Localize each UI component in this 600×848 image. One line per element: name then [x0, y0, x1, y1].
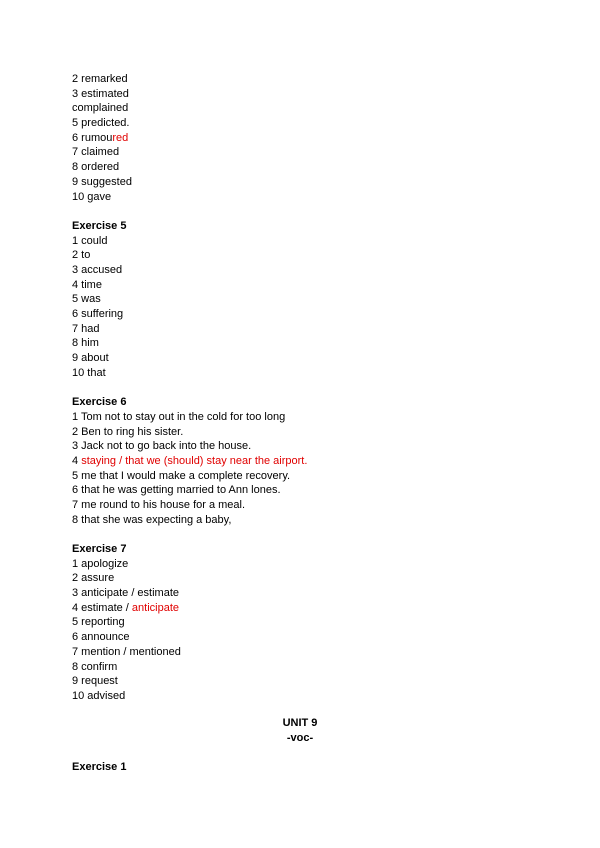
exercise-7-heading: Exercise 7 — [72, 543, 127, 555]
answer-2: 2 to — [72, 249, 91, 262]
exercise-7 — [72, 542, 532, 704]
answer-7: 7 mention / mentioned — [72, 645, 181, 658]
answer-7: 7 claimed — [72, 146, 120, 159]
answer-1: 1 could — [72, 234, 108, 247]
answer-10: 10 gave — [72, 190, 112, 203]
unit-title: UNIT 9 — [282, 717, 318, 729]
answer-2: 2 remarked — [72, 73, 128, 85]
answer-3: 3 accused — [72, 263, 123, 276]
answer-8: 8 that she was expecting a baby, — [72, 513, 232, 526]
answer-4-highlight: anticipate — [131, 601, 180, 614]
answer-6-text: 6 rumou — [72, 131, 113, 144]
answer-4 — [72, 601, 532, 616]
answer-6-highlight: red — [112, 131, 129, 144]
answer-9: 9 request — [72, 675, 118, 688]
answer-7: 7 me round to his house for a meal. — [72, 498, 246, 511]
exercise-4-answers — [72, 72, 532, 204]
answer-key — [72, 72, 532, 704]
answer-8: 8 him — [72, 337, 99, 350]
answer-10: 10 advised — [72, 689, 126, 702]
answer-6: 6 announce — [72, 631, 130, 644]
answer-5: 5 me that I would make a complete recovery. — [72, 469, 291, 482]
answer-6: 6 that he was getting married to Ann lones. — [72, 484, 281, 497]
spacer — [72, 204, 532, 219]
answer-10: 10 that — [72, 366, 106, 379]
answer-1: 1 apologize — [72, 557, 129, 570]
exercise-6 — [72, 395, 532, 527]
exercise-6-heading: Exercise 6 — [72, 396, 127, 409]
answer-9: 9 about — [72, 352, 109, 365]
answer-6 — [72, 131, 532, 146]
answer-1: 1 Tom not to stay out in the cold for too long — [72, 410, 286, 423]
answer-2: 2 Ben to ring his sister. — [72, 425, 184, 438]
answer-9: 9 suggested — [72, 175, 132, 188]
spacer — [72, 527, 532, 542]
answer-7: 7 had — [72, 322, 100, 335]
exercise-1-heading: Exercise 1 — [72, 761, 127, 773]
unit-subtitle: -voc- — [286, 732, 314, 744]
answer-3: 3 anticipate / estimate — [72, 587, 180, 600]
answer-4-highlight: staying / that we (should) stay near the airport. — [81, 454, 308, 467]
exercise-5 — [72, 219, 532, 381]
answer-4: complained — [72, 102, 129, 115]
answer-6: 6 suffering — [72, 308, 124, 320]
spacer — [72, 380, 532, 395]
answer-3: 3 Jack not to go back into the house. — [72, 440, 252, 453]
answer-3: 3 estimated — [72, 87, 129, 100]
answer-5: 5 reporting — [72, 616, 125, 629]
answer-8: 8 confirm — [72, 660, 118, 673]
exercise-5-heading: Exercise 5 — [72, 219, 127, 232]
answer-4-text: 4 estimate / — [72, 601, 132, 614]
answer-4 — [72, 454, 532, 469]
answer-5: 5 was — [72, 293, 101, 306]
answer-2: 2 assure — [72, 572, 115, 585]
answer-8: 8 ordered — [72, 161, 120, 174]
answer-4: 4 time — [72, 278, 102, 291]
answer-4-number: 4 — [72, 454, 82, 467]
answer-5: 5 predicted. — [72, 117, 130, 130]
